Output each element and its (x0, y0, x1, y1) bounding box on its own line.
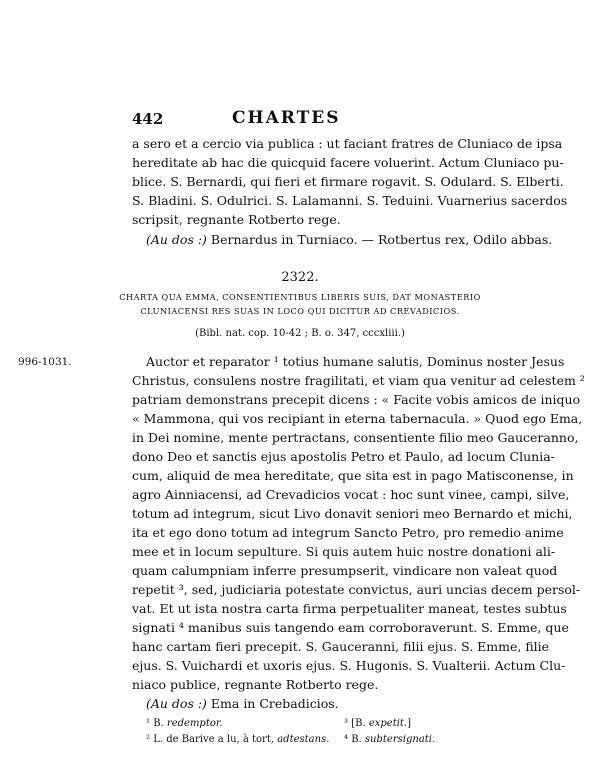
text-line: S. Bladini. S. Odulrici. S. Lalamanni. S. Teduini. Vuarnerius sacerdos (132, 193, 568, 208)
text-line: patriam demonstrans precepit dicens : « Facite vobis amicos de iniquo (132, 392, 581, 407)
text-line: cum, aliquid de mea hereditate, que sita est in pago Matisconense, in (132, 468, 574, 483)
text-line: totum ad integrum, sicut Livo donavit seniori meo Bernardo et michi, (132, 506, 573, 521)
text-line: scripsit, regnante Rotberto rege. (132, 212, 341, 227)
dorse-text: Bernardus in Turniaco. — Rotbertus rex, Odilo abbas. (206, 232, 553, 247)
footnote-1: ¹ B. redemptor. (146, 718, 223, 729)
text-line: quam calumpniam inferre presumpserit, vindicare non valeat quod (132, 563, 558, 578)
text-line: blice. S. Bernardi, qui fieri et firmare rogavit. S. Odulard. S. Elberti. (132, 174, 564, 189)
text-line: hanc cartam fieri precepit. S. Gauceranni, filii ejus. S. Emme, filie (132, 639, 550, 654)
footnote-3: ³ [B. expetit.] (344, 718, 412, 729)
text-line: mee et in locum sepulture. Si quis autem huic nostre donationi ali- (132, 544, 556, 559)
footnote-2: ² L. de Barive a lu, à tort, adtestans. (146, 734, 330, 745)
charter-dorse-note (132, 694, 468, 713)
preceding-dorse-note (132, 230, 553, 249)
charter-title-line-1: CHARTA QUA EMMA, CONSENTIENTIBUS LIBERIS SUIS, DAT MONASTERIO (119, 292, 481, 302)
dorse-label: (Au dos :) (146, 696, 207, 711)
text-line: hereditate ab hac die quicquid facere voluerint. Actum Cluniaco pu- (132, 155, 564, 170)
text-line: dono Deo et sanctis ejus apostolis Petro et Paulo, ad locum Clunia- (132, 449, 555, 464)
charter-source: (Bibl. nat. cop. 10-42 ; B. o. 347, cccxliii.) (195, 328, 405, 339)
text-line: signati ⁴ manibus suis tangendo eam corroboraverunt. S. Emme, que (132, 620, 569, 635)
text-line: agro Ainniacensi, ad Crevadicios vocat : hoc sunt vinee, campi, silve, (132, 487, 570, 502)
text-line: vat. Et ut ista nostra carta firma perpetualiter maneat, testes subtus (132, 601, 567, 616)
text-line: Auctor et reparator ¹ totius humane salutis, Dominus noster Jesus (146, 354, 565, 369)
charter-number: 2322. (281, 270, 319, 285)
text-line: niaco publice, regnante Rotberto rege. (132, 677, 379, 692)
page-number: 442 (132, 110, 164, 128)
text-line: a sero et a cercio via publica : ut faciant fratres de Cluniaco de ipsa (132, 136, 563, 151)
running-title: CHARTES (232, 108, 341, 128)
dorse-text: Ema in Crebadicios. (206, 696, 339, 711)
text-line: ita et ego dono totum ad integrum Sancto Petro, pro remedio anime (132, 525, 564, 540)
text-line: repetit ³, sed, judiciaria potestate convictus, auri uncias decem persol- (132, 582, 581, 597)
dorse-label: (Au dos :) (146, 232, 207, 247)
text-line: in Dei nomine, mente pertractans, consentiente filio meo Gauceranno, (132, 430, 579, 445)
text-line: Christus, consulens nostre fragilitati, et viam qua venitur ad celestem ² (132, 373, 585, 388)
preceding-charter-text (132, 134, 568, 229)
charter-title-line-2: CLUNIACENSI RES SUAS IN LOCO QUI DICITUR AD CREVADICIOS. (140, 306, 460, 316)
text-line: « Mammona, qui vos recipiant in eterna tabernacula. » Quod ego Ema, (132, 411, 583, 426)
charter-body (132, 352, 585, 694)
charter-date: 996-1031. (18, 356, 72, 368)
footnote-4: ⁴ B. subtersignati. (344, 734, 436, 745)
text-line: ejus. S. Vuichardi et uxoris ejus. S. Hugonis. S. Vualterii. Actum Clu- (132, 658, 566, 673)
